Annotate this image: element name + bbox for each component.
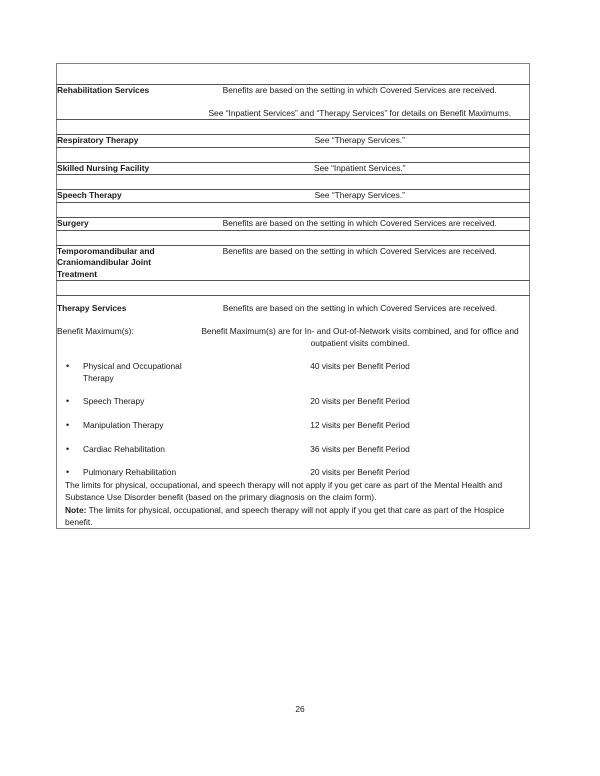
table-row-respiratory-therapy	[57, 135, 530, 148]
table-spacer-row	[57, 175, 530, 190]
row-value-line: Benefits are based on the setting in which Covered Services are received.	[222, 85, 497, 95]
row-value	[191, 85, 530, 120]
note-body-text: The limits for physical, occupational, and speech therapy will not apply if you get that care as part of the Hospice benefit.	[65, 504, 505, 527]
therapy-item-label: Cardiac Rehabilitation	[83, 443, 165, 454]
therapy-services-block	[57, 296, 530, 529]
row-value-line: See “Inpatient Services” and “Therapy Services” for details on Benefit Maximums.	[208, 107, 512, 118]
spacer-cell	[57, 175, 530, 190]
therapy-item-value: 12 visits per Benefit Period	[310, 419, 410, 430]
spacer-cell	[57, 281, 530, 296]
row-label: Speech Therapy	[57, 190, 191, 203]
therapy-maximum-value: Benefit Maximum(s) are for In- and Out-of-Network visits combined, and for office and outpatient visits combined.	[201, 325, 519, 348]
spacer-cell	[57, 230, 530, 245]
therapy-services-grid	[57, 296, 529, 528]
spacer-cell	[57, 202, 530, 217]
row-value	[191, 245, 530, 281]
therapy-note-cell	[57, 504, 529, 529]
row-label: Rehabilitation Services	[57, 85, 191, 120]
row-label: Respiratory Therapy	[57, 135, 191, 148]
therapy-item-label-cell	[57, 432, 191, 456]
therapy-item-label-cell	[57, 349, 191, 384]
row-value	[191, 190, 530, 203]
table-row-speech-therapy	[57, 190, 530, 203]
table-spacer-row	[57, 281, 530, 296]
bullet-dot-icon: •	[66, 396, 70, 407]
row-value	[191, 135, 530, 148]
spacer-cell	[57, 64, 530, 85]
therapy-grid-body	[57, 296, 529, 528]
benefit-summary-table	[56, 63, 530, 529]
therapy-item-row	[57, 349, 529, 384]
row-label: Skilled Nursing Facility	[57, 162, 191, 175]
spacer-cell	[57, 147, 530, 162]
bullet-dot-icon: •	[66, 419, 70, 430]
therapy-item-label-cell	[57, 408, 191, 432]
therapy-item-value: 20 visits per Benefit Period	[310, 467, 410, 478]
table-spacer-row	[57, 230, 530, 245]
row-value-line: Benefits are based on the setting in which Covered Services are received.	[222, 217, 497, 228]
table-row-rehabilitation-services	[57, 85, 530, 120]
row-value-line: See “Therapy Services.”	[314, 190, 405, 201]
therapy-item-label-cell	[57, 384, 191, 408]
row-value-line: See “Inpatient Services.”	[313, 162, 406, 173]
therapy-item-value: 40 visits per Benefit Period	[310, 361, 410, 372]
table-row-surgery	[57, 217, 530, 230]
therapy-item-label: Manipulation Therapy	[83, 419, 164, 430]
therapy-item-label: Pulmonary Rehabilitation	[83, 467, 177, 478]
row-value	[191, 217, 530, 230]
row-value	[191, 162, 530, 175]
note-prefix-label: Note:	[65, 504, 87, 515]
table-row-therapy-services	[57, 296, 530, 529]
bullet-dot-icon: •	[66, 361, 70, 372]
table-row-skilled-nursing-facility	[57, 162, 530, 175]
table-row-temporomandibular-treatment	[57, 245, 530, 281]
therapy-heading-row	[57, 296, 529, 315]
therapy-item-row	[57, 408, 529, 432]
bullet-line	[57, 467, 191, 479]
therapy-note-row	[57, 504, 529, 529]
therapy-item-value: 36 visits per Benefit Period	[310, 443, 410, 454]
table-spacer-row	[57, 64, 530, 85]
therapy-maximum-row	[57, 315, 529, 349]
therapy-item-row	[57, 384, 529, 408]
therapy-item-label-cell	[57, 455, 191, 479]
therapy-maximum-label: Benefit Maximum(s):	[57, 325, 134, 336]
row-label: Surgery	[57, 217, 191, 230]
table-spacer-row	[57, 147, 530, 162]
therapy-paragraph-cell	[57, 479, 529, 504]
therapy-limits-paragraph: The limits for physical, occupational, and speech therapy will not apply if you get care as part of the Mental Health and Substance Use Disorder benefit (based on the primary diagnosis on the claim form).	[65, 479, 503, 503]
table-spacer-row	[57, 202, 530, 217]
bullet-dot-icon: •	[66, 467, 70, 478]
bullet-line	[57, 444, 191, 456]
therapy-heading-value: Benefits are based on the setting in which Covered Services are received.	[222, 303, 498, 314]
bullet-dot-icon: •	[66, 443, 70, 454]
bullet-line	[57, 361, 191, 384]
row-value-line: See “Therapy Services.”	[314, 135, 405, 146]
bullet-line	[57, 396, 191, 408]
row-label: Temporomandibular and Craniomandibular Joint Treatment	[57, 245, 191, 281]
bullet-line	[57, 420, 191, 432]
therapy-item-row	[57, 432, 529, 456]
therapy-item-row	[57, 455, 529, 479]
table-spacer-row	[57, 120, 530, 135]
page-number: 26	[295, 704, 305, 714]
spacer-cell	[57, 120, 530, 135]
therapy-item-label: Speech Therapy	[83, 396, 145, 407]
therapy-paragraph-row	[57, 479, 529, 504]
therapy-item-label: Physical and Occupational Therapy	[83, 361, 182, 383]
therapy-hospice-note	[57, 504, 529, 529]
therapy-item-value: 20 visits per Benefit Period	[310, 396, 410, 407]
table-body	[57, 64, 530, 529]
row-value-line: Benefits are based on the setting in which Covered Services are received.	[222, 245, 497, 256]
therapy-heading-label: Therapy Services	[57, 303, 127, 314]
